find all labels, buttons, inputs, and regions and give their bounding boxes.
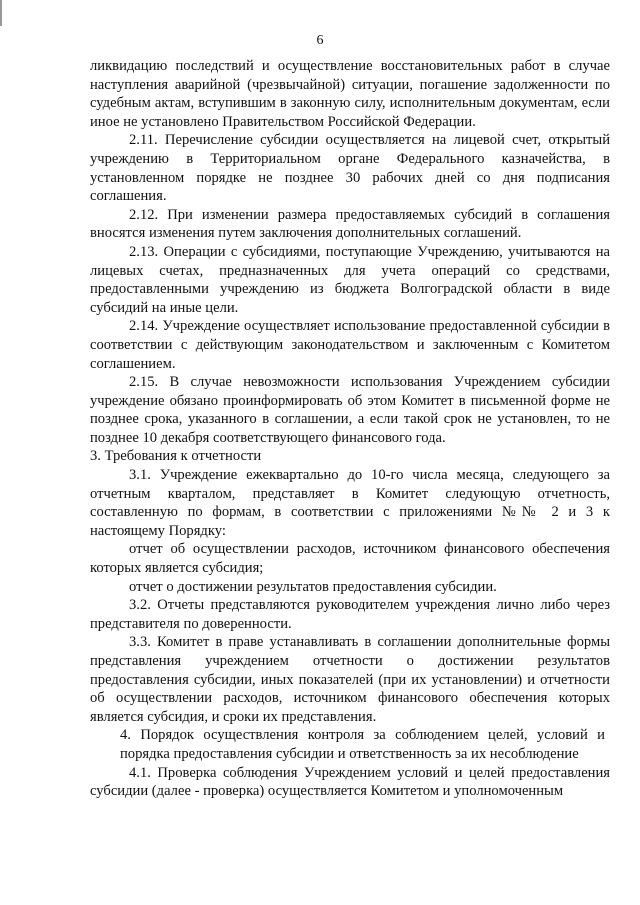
page-number: 6 (316, 33, 324, 48)
paragraph-continuation: ликвидацию последствий и осуществление восстановительных работ в случае наступления аварийной (чрезвычайной) ситуации, погашение задолженности по судебным актам, вступившим в законную силу, исполнительным документам, если иное не установлено Правительством Российской Федерации. (90, 58, 610, 130)
paragraph-3-1-item-2: отчет о достижении результатов предоставления субсидии. (129, 578, 497, 595)
scan-edge-mark (0, 0, 2, 26)
paragraph-3-1-item-1: отчет об осуществлении расходов, источником финансового обеспечения которых является субсидия; (90, 541, 610, 577)
paragraph-3-3: 3.3. Комитет в праве устанавливать в соглашении дополнительные формы представления учреждением отчетности о достижении результатов предоставления субсидии, иных показателей (при их установлении) и отчетности об осуществлении расходов, источником финансового обеспечения которых является субсидия, и сроки их представления. (90, 634, 610, 725)
paragraph-3-1: 3.1. Учреждение ежеквартально до 10-го числа месяца, следующего за отчетным кварталом, представляет в Комитет следующую отчетность, составленную по формам, в соответствии с приложениями №№ 2 и 3 к настоящему Порядку: (90, 467, 610, 539)
section-4-heading: 4. Порядок осуществления контроля за соблюдением целей, условий и порядка предоставления субсидии и ответственность за их несоблюдение (120, 727, 605, 762)
paragraph-2-15: 2.15. В случае невозможности использования Учреждением субсидии учреждение обязано проинформировать об этом Комитет в письменной форме не позднее срока, указанного в соглашении, а если такой срок не установлен, то не позднее 10 декабря соответствующего финансового года. (90, 374, 610, 446)
paragraph-2-13: 2.13. Операции с субсидиями, поступающие Учреждению, учитываются на лицевых счетах, предназначенных для учета операций со средствами, предоставленными учреждению из бюджета Волгоградской области в виде субсидий на иные цели. (90, 243, 610, 316)
paragraph-3-2: 3.2. Отчеты представляются руководителем учреждения лично либо через представителя по доверенности. (90, 597, 610, 632)
paragraph-2-14: 2.14. Учреждение осуществляет использование предоставленной субсидии в соответствии с действующим законодательством и заключенным с Комитетом соглашением. (90, 318, 610, 372)
section-3-heading: 3. Требования к отчетности (90, 448, 262, 465)
paragraph-2-11: 2.11. Перечисление субсидии осуществляется на лицевой счет, открытый учреждению в Территориальном органе Федерального казначейства, в установленном порядке не позднее 30 рабочих дней со дня подписания соглашения. (90, 132, 610, 205)
paragraph-4-1: 4.1. Проверка соблюдения Учреждением условий и целей предоставления субсидии (далее - проверка) осуществляется Комитетом и уполномоченным (90, 764, 610, 800)
document-body (90, 57, 610, 801)
paragraph-2-12: 2.12. При изменении размера предоставляемых субсидий в соглашения вносятся изменения путем заключения дополнительных соглашений. (90, 206, 610, 242)
